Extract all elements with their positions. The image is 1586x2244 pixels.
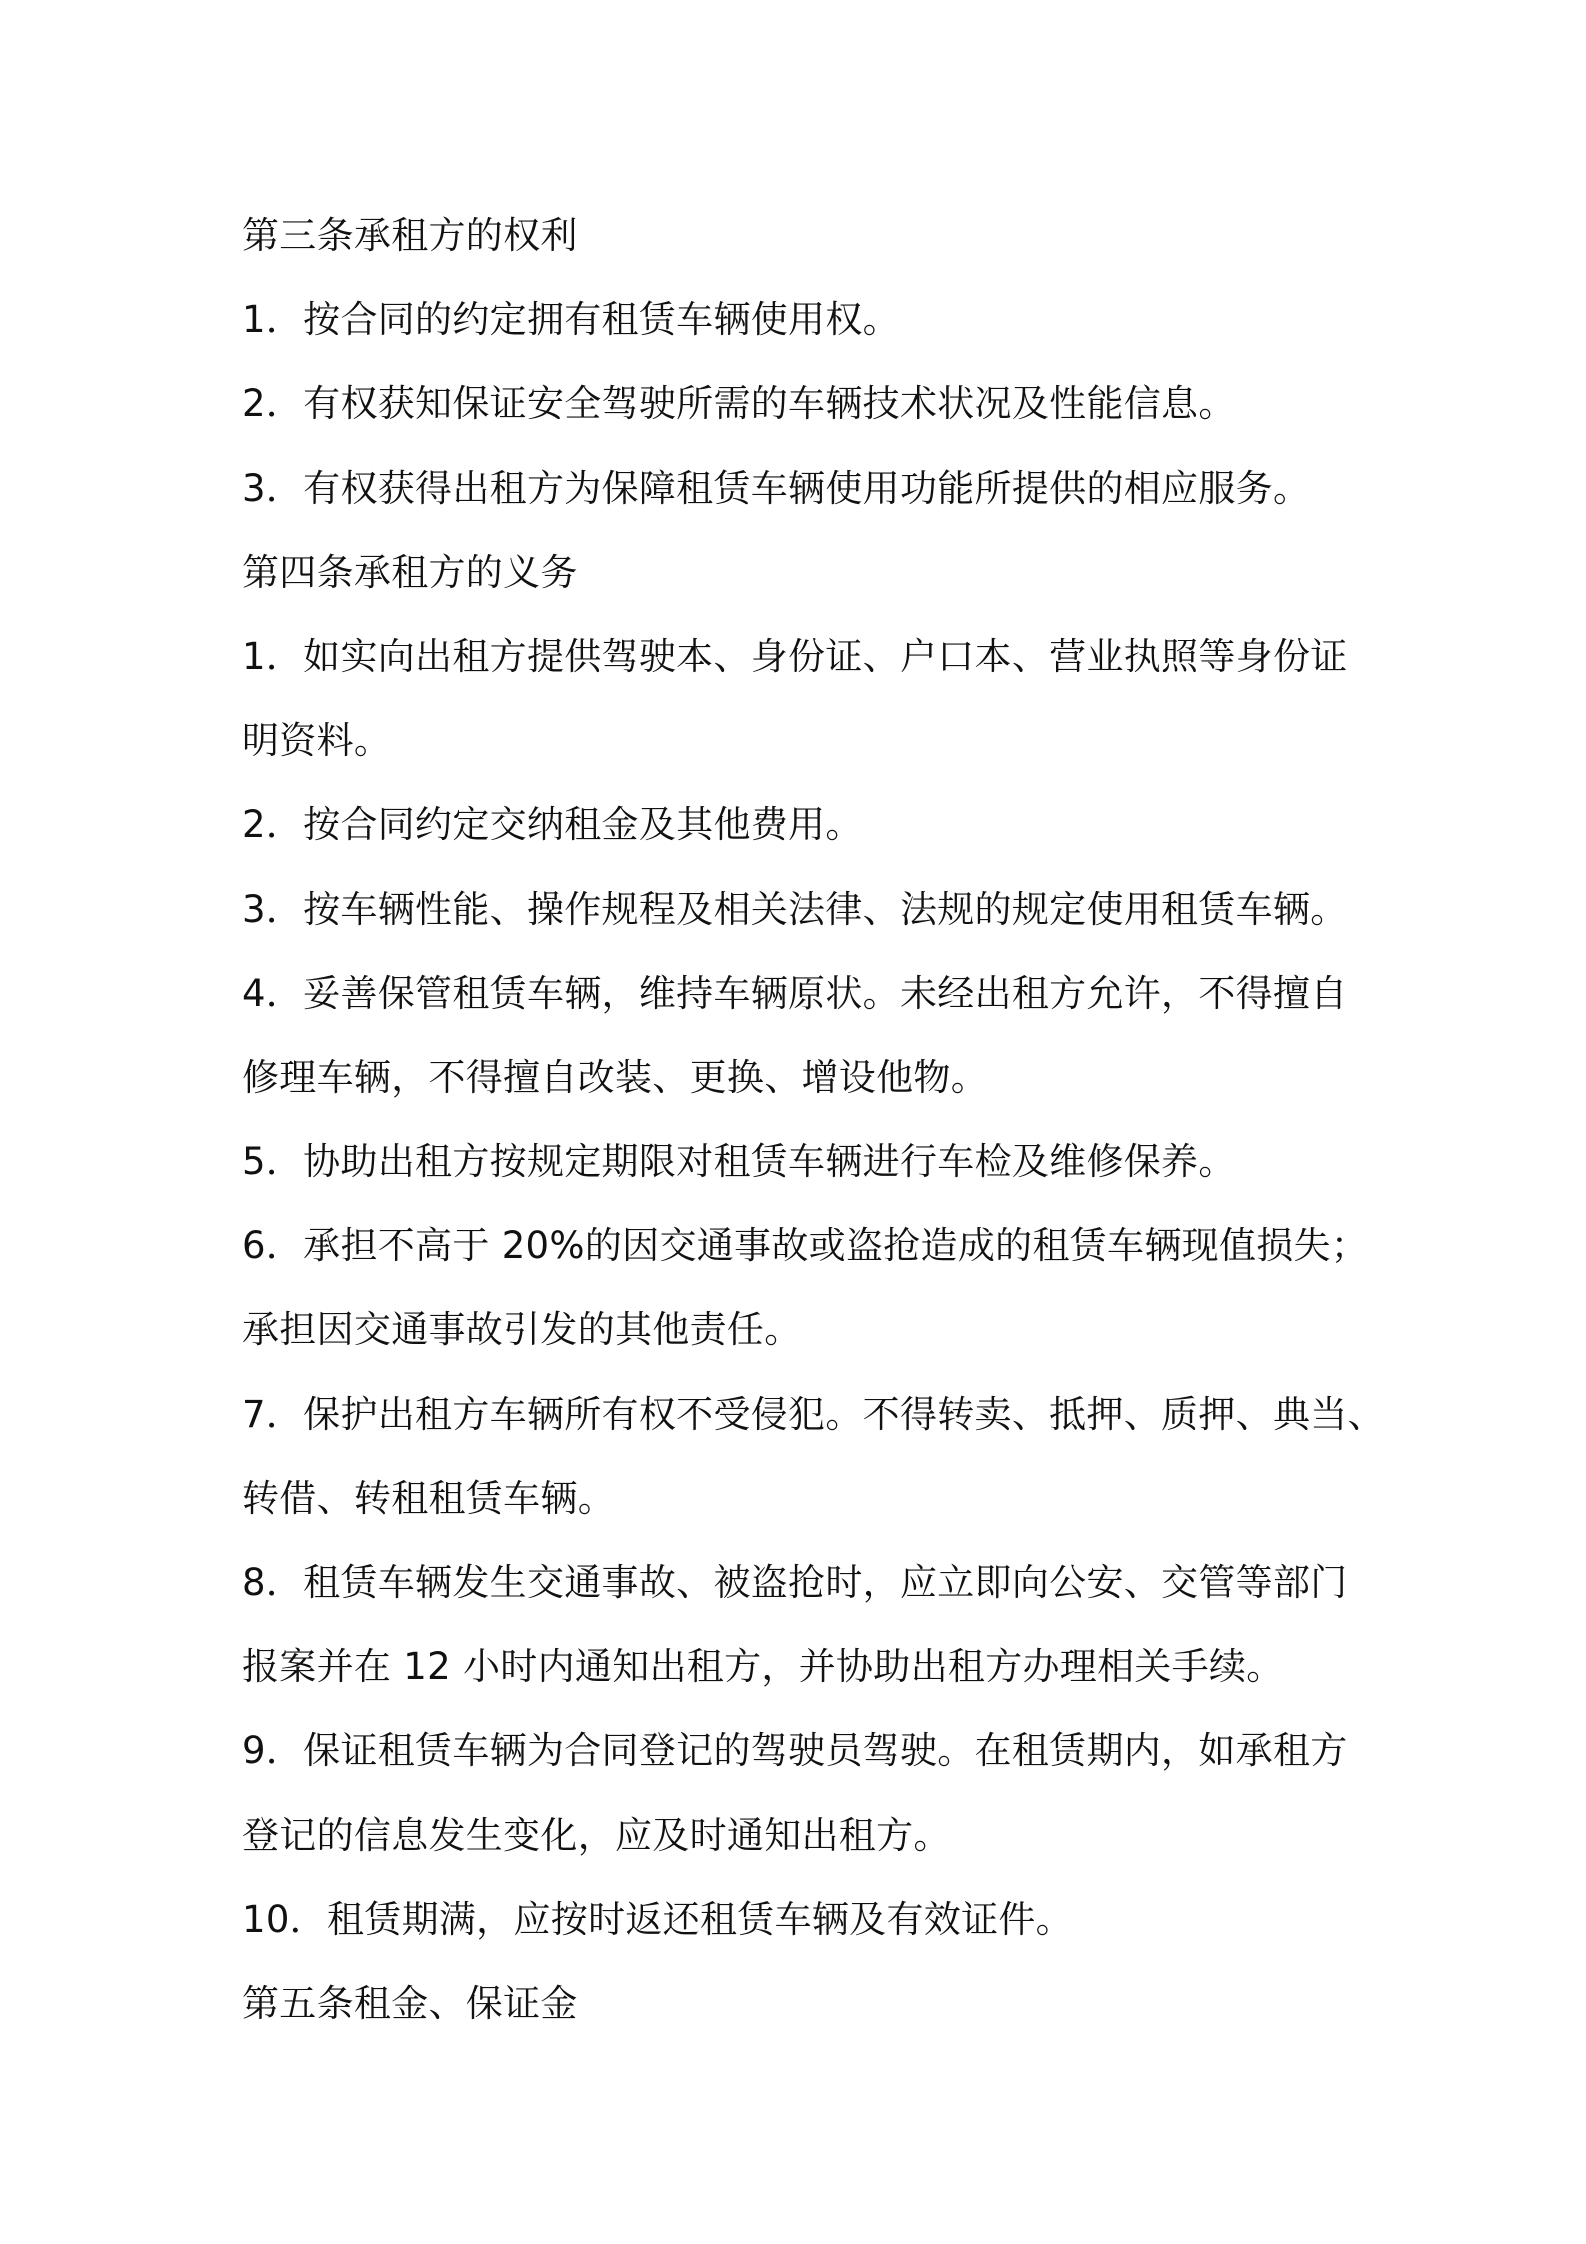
text-line: 1．如实向出租方提供驾驶本、身份证、户口本、营业执照等身份证 [242,634,1348,678]
text-line: 2．有权获知保证安全驾驶所需的车辆技术状况及性能信息。 [242,382,1236,426]
section-heading: 第三条承租方的权利 [242,214,578,257]
text-line: 3．有权获得出租方为保障租赁车辆使用功能所提供的相应服务。 [242,466,1311,510]
text-line: 登记的信息发生变化，应及时通知出租方。 [242,1813,951,1857]
text-line: 4．妥善保管租赁车辆，维持车辆原状。未经出租方允许，不得擅自 [242,971,1348,1015]
text-line: 3．按车辆性能、操作规程及相关法律、法规的规定使用租赁车辆。 [242,887,1348,931]
text-line: 报案并在 12 小时内通知出租方，并协助出租方办理相关手续。 [242,1645,1284,1689]
text-line: 转借、转租租赁车辆。 [242,1476,615,1520]
section-heading: 第四条承租方的义务 [242,550,578,594]
text-line: 修理车辆，不得擅自改装、更换、增设他物。 [242,1055,988,1099]
document-body [242,194,1385,2046]
text-line: 1．按合同的约定拥有租赁车辆使用权。 [242,298,900,342]
text-line: 5．协助出租方按规定期限对租赁车辆进行车检及维修保养。 [242,1140,1236,1184]
text-line: 9．保证租赁车辆为合同登记的驾驶员驾驶。在租赁期内，如承租方 [242,1729,1348,1773]
section-heading: 第五条租金、保证金 [242,1981,578,2025]
text-line: 8．租赁车辆发生交通事故、被盗抢时，应立即向公安、交管等部门 [242,1561,1348,1604]
text-line: 承担因交通事故引发的其他责任。 [242,1308,802,1352]
text-line: 6．承担不高于 20%的因交通事故或盗抢造成的租赁车辆现值损失； [242,1224,1369,1268]
text-line: 7．保护出租方车辆所有权不受侵犯。不得转卖、抵押、质押、典当、 [242,1392,1385,1436]
text-line: 2．按合同约定交纳租金及其他费用。 [242,803,863,847]
text-line: 明资料。 [242,719,392,763]
text-line: 10．租赁期满，应按时返还租赁车辆及有效证件。 [242,1897,1073,1941]
